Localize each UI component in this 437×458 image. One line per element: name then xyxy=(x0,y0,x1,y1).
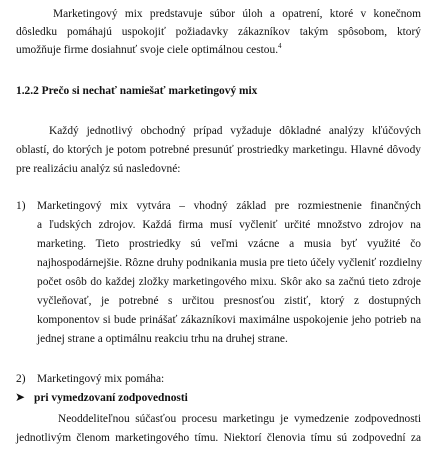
paragraph1-line1: Marketingový mix predstavuje súbor úloh a opatrení, ktoré v konečnom xyxy=(53,8,421,20)
item1-line4: najhospodárnejšie. Rôzne druhy podnikania musia pre tieto účely vyčleniť rozdielny xyxy=(37,257,423,269)
item1-line1: Marketingový mix vytvára – vhodný základ pre rozmiestnenie finančných xyxy=(37,200,421,212)
item1-number: 1) xyxy=(16,200,26,212)
section-heading: 1.2.2 Prečo si nechať namiešať marketingový mix xyxy=(16,85,258,97)
item2-text: Marketingový mix pomáha: xyxy=(37,373,165,385)
item1-line3: marketing. Tieto prostriedky sú veľmi vzácne a musia byť využité čo xyxy=(37,238,421,250)
paragraph2-line1: Každý jednotlivý obchodný prípad vyžaduje dôkladné analýzy kľúčových xyxy=(49,125,421,137)
paragraph3-line1: Neoddeliteľnou súčasťou procesu marketingu je vymedzenie zodpovednosti xyxy=(58,413,421,425)
item1-line6: vyčleňovať, je potrebné s určitou presnosťou zistiť, ktorý z dostupných xyxy=(37,295,421,307)
bullet-item-text: pri vymedzovaní zodpovednosti xyxy=(34,392,188,404)
paragraph2-line2: oblastí, do ktorých je potom potrebné presunúť prostriedky marketingu. Hlavné dôvody xyxy=(16,144,421,156)
paragraph1-line3 xyxy=(16,43,421,57)
paragraph1-line3-text: umožňuje firme dosiahnuť svoje ciele optimálnou cestou. xyxy=(16,44,279,56)
item2-number: 2) xyxy=(16,373,26,385)
item1-line8: jednej strane a optimálnu reakciu trhu na druhej strane. xyxy=(37,333,288,345)
item1-line7: komponentov si bude prinášať zákazníkovi maximálne uspokojenie jeho potrieb na xyxy=(37,314,421,326)
footnote-marker: 4 xyxy=(278,42,282,51)
paragraph3-line2: jednotlivým členom marketingového tímu. Niektorí členovia tímu sú zodpovední za xyxy=(16,432,421,444)
paragraph2-line3: pre realizáciu analýz sú nasledovné: xyxy=(16,163,181,175)
item1-line2: a ľudských zdrojov. Každá firma musí vyčleniť určité množstvo zdrojov na xyxy=(37,219,421,231)
paragraph1-line2: dôsledku pomáhajú uspokojiť požiadavky zákazníkov takým spôsobom, ktorý xyxy=(16,26,421,38)
arrow-bullet-icon: ➤ xyxy=(15,390,26,404)
item1-line5: počet osôb do každej zložky marketingového mixu. Skôr ako sa začnú tieto zdroje xyxy=(37,276,421,288)
